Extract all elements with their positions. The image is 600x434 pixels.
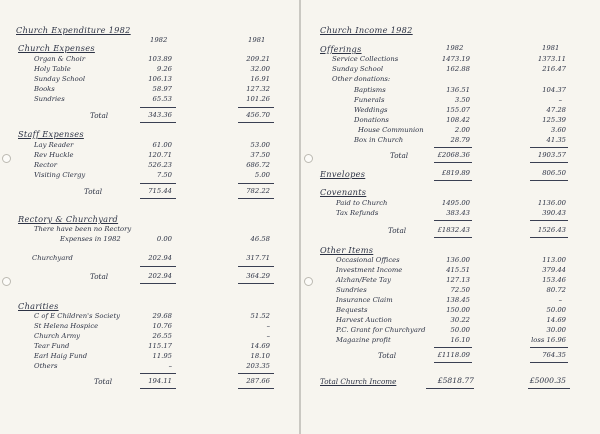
rectory-note-line-1: There have been no Rectory [34, 225, 132, 233]
envelopes-1982: £819.89 [441, 169, 470, 177]
value-1981: 53.00 [250, 141, 270, 149]
total-label: Total [388, 226, 407, 235]
value-1982: 138.45 [446, 296, 470, 304]
value-1982: 1473.19 [441, 55, 470, 63]
row-label: Occasional Offices [336, 256, 400, 264]
envelopes-label: Envelopes [320, 169, 366, 179]
value-1982: 28.79 [450, 136, 470, 144]
section-heading-charities: Charities [18, 301, 59, 311]
value-1981: 686.72 [246, 161, 270, 169]
value-1981: 16.91 [250, 75, 270, 83]
value-1982: 3.50 [454, 96, 470, 104]
section-heading-church-expenses: Church Expenses [18, 43, 95, 53]
value-1981: 390.43 [542, 209, 566, 217]
value-1981: 153.46 [542, 276, 566, 284]
value-1982: 155.07 [446, 106, 470, 114]
value-1982: 72.50 [450, 286, 470, 294]
row-label: Sunday School [332, 65, 384, 73]
value-1982: 115.17 [148, 342, 172, 350]
total-rule [530, 162, 568, 163]
row-label: Lay Reader [34, 141, 74, 149]
section-heading-staff-expenses: Staff Expenses [18, 129, 84, 139]
subtotal-rule [530, 220, 568, 221]
value-1981: 30.00 [546, 326, 566, 334]
value-1982: 526.23 [148, 161, 172, 169]
grand-total-rule [426, 388, 474, 389]
value-1982: 7.50 [156, 171, 172, 179]
total-rule [238, 122, 274, 123]
section-heading-other-items: Other Items [320, 245, 374, 255]
row-label: Earl Haig Fund [34, 352, 88, 360]
row-label: Sundries [336, 286, 367, 294]
row-label: Others [34, 362, 58, 370]
row-label: Organ & Choir [34, 55, 86, 63]
column-header-1981: 1981 [248, 36, 266, 44]
value-1982: 9.26 [156, 65, 172, 73]
subtotal-rule [238, 266, 274, 267]
total-label: Total [390, 151, 409, 160]
value-1981: 101.26 [246, 95, 270, 103]
row-label: P.C. Grant for Churchyard [336, 326, 426, 334]
value-1981: 216.47 [542, 65, 566, 73]
page-fold [299, 0, 301, 434]
value-1981: 379.44 [542, 266, 566, 274]
row-label: Funerals [354, 96, 385, 104]
subtotal-rule [140, 266, 176, 267]
value-1982: 16.10 [450, 336, 470, 344]
total-rule [140, 122, 176, 123]
row-label: House Communion [358, 126, 424, 134]
row-label: St Helena Hospice [34, 322, 99, 330]
value-1981: 14.69 [250, 342, 270, 350]
total-1982: £2068.36 [437, 151, 470, 159]
row-label: Paid to Church [336, 199, 388, 207]
punch-hole-bottom-right [304, 277, 313, 286]
total-rule [530, 180, 568, 181]
value-1982: 136.00 [446, 256, 470, 264]
value-1981: – [266, 322, 270, 330]
value-1981: 41.35 [546, 136, 566, 144]
section-heading-offerings: Offerings [320, 44, 362, 54]
row-label: Weddings [354, 106, 388, 114]
total-1981: 1903.57 [537, 151, 566, 159]
value-1982: – [168, 362, 172, 370]
value-1981: 3.60 [550, 126, 566, 134]
row-label: Insurance Claim [336, 296, 393, 304]
income-title: Church Income 1982 [320, 25, 413, 35]
subtotal-rule [434, 347, 472, 348]
value-1982: 415.51 [446, 266, 470, 274]
row-label: Sunday School [34, 75, 86, 83]
total-rule [434, 362, 472, 363]
total-label: Total [84, 187, 103, 196]
total-rule [238, 388, 274, 389]
value-1982: 0.00 [156, 235, 172, 243]
value-1981: 14.69 [546, 316, 566, 324]
value-1982: 202.94 [148, 254, 172, 262]
total-1981: 456.70 [246, 111, 270, 119]
total-rule [434, 237, 472, 238]
value-1982: 1495.00 [441, 199, 470, 207]
row-label: Rector [34, 161, 58, 169]
total-1982: 343.36 [148, 111, 172, 119]
total-1981: 764.35 [542, 351, 566, 359]
value-1982: 10.76 [152, 322, 172, 330]
value-1981: loss 16.96 [531, 336, 566, 344]
row-label: Tax Refunds [336, 209, 379, 217]
row-label: Church Army [34, 332, 80, 340]
section-heading-rectory-churchyard: Rectory & Churchyard [18, 214, 119, 224]
value-1981: 5.00 [254, 171, 270, 179]
row-label: Service Collections [332, 55, 399, 63]
donations-heading: Other donations: [332, 75, 391, 83]
total-rule [140, 198, 176, 199]
total-rule [434, 180, 472, 181]
punch-hole-top [2, 154, 11, 163]
value-1981: 1136.00 [537, 199, 566, 207]
subtotal-rule [140, 183, 176, 184]
value-1981: – [266, 332, 270, 340]
punch-hole-bottom [2, 277, 11, 286]
section-heading-covenants: Covenants [320, 187, 367, 197]
subtotal-rule [530, 147, 568, 148]
value-1982: 103.89 [148, 55, 172, 63]
row-label: Harvest Auction [336, 316, 392, 324]
total-1982: 715.44 [148, 187, 172, 195]
row-label: Bequests [336, 306, 368, 314]
total-1982: 194.11 [148, 377, 172, 385]
value-1981: 209.21 [246, 55, 270, 63]
value-1982: 26.55 [152, 332, 172, 340]
subtotal-rule [140, 373, 176, 374]
value-1982: 106.13 [148, 75, 172, 83]
subtotal-rule [434, 220, 472, 221]
value-1981: 50.00 [546, 306, 566, 314]
row-label: Tear Fund [34, 342, 70, 350]
value-1981: 37.50 [250, 151, 270, 159]
subtotal-rule [238, 183, 274, 184]
value-1982: 65.53 [152, 95, 172, 103]
row-label: C of E Children's Society [34, 312, 121, 320]
subtotal-rule [140, 107, 176, 108]
value-1982: 30.22 [450, 316, 470, 324]
value-1982: 120.71 [148, 151, 172, 159]
total-label: Total [378, 351, 397, 360]
value-1982: 383.43 [446, 209, 470, 217]
value-1981: 1373.11 [537, 55, 566, 63]
row-label: Investment Income [336, 266, 403, 274]
value-1981: 51.52 [250, 312, 270, 320]
subtotal-rule [530, 347, 568, 348]
row-label: Books [34, 85, 55, 93]
rectory-note-line-2: Expenses in 1982 [60, 235, 121, 243]
total-1981: 1526.43 [537, 226, 566, 234]
value-1981: – [558, 96, 562, 104]
subtotal-rule [434, 147, 472, 148]
row-label: Donations [354, 116, 389, 124]
value-1982: 162.88 [446, 65, 470, 73]
value-1981: 47.28 [546, 106, 566, 114]
value-1982: 11.95 [152, 352, 172, 360]
total-label: Total [94, 377, 113, 386]
value-1982: 108.42 [446, 116, 470, 124]
envelopes-1981: 806.50 [542, 169, 566, 177]
total-label: Total [90, 272, 109, 281]
expenditure-title: Church Expenditure 1982 [16, 25, 131, 35]
column-header-1982: 1982 [150, 36, 168, 44]
total-1982: £1118.09 [437, 351, 470, 359]
row-label: Sundries [34, 95, 65, 103]
value-1981: 203.35 [246, 362, 270, 370]
total-label: Total [90, 111, 109, 120]
total-1982: 202.94 [148, 272, 172, 280]
total-rule [238, 198, 274, 199]
total-rule [530, 362, 568, 363]
row-label: Baptisms [354, 86, 386, 94]
value-1981: 104.37 [542, 86, 566, 94]
row-label: Visiting Clergy [34, 171, 86, 179]
total-rule [140, 283, 176, 284]
value-1981: 18.10 [250, 352, 270, 360]
value-1982: 58.97 [152, 85, 172, 93]
grand-total-label: Total Church Income [320, 377, 397, 386]
grand-total-rule [528, 388, 570, 389]
value-1981: 317.71 [246, 254, 270, 262]
value-1981: 125.39 [542, 116, 566, 124]
column-header-1982: 1982 [446, 44, 464, 52]
row-label: Rev Huckle [34, 151, 74, 159]
total-rule [434, 162, 472, 163]
row-label: Holy Table [34, 65, 71, 73]
row-label: Churchyard [32, 254, 73, 262]
value-1981: – [558, 296, 562, 304]
total-1981: 782.22 [246, 187, 270, 195]
value-1981: 113.00 [542, 256, 566, 264]
value-1982: 150.00 [446, 306, 470, 314]
total-1982: £1832.43 [437, 226, 470, 234]
value-1981: 32.00 [250, 65, 270, 73]
value-1982: 29.68 [152, 312, 172, 320]
row-label: Alzhan/Fete Tay [336, 276, 391, 284]
value-1982: 136.51 [446, 86, 470, 94]
grand-total-1981: £5000.35 [529, 376, 566, 385]
row-label: Magazine profit [336, 336, 391, 344]
value-1981: 46.58 [250, 235, 270, 243]
total-1981: 364.29 [246, 272, 270, 280]
total-rule [238, 283, 274, 284]
value-1982: 127.13 [446, 276, 470, 284]
subtotal-rule [238, 107, 274, 108]
value-1981: 80.72 [546, 286, 566, 294]
value-1981: 127.32 [246, 85, 270, 93]
total-rule [530, 237, 568, 238]
total-1981: 287.66 [246, 377, 270, 385]
column-header-1981: 1981 [542, 44, 560, 52]
value-1982: 61.00 [152, 141, 172, 149]
value-1982: 50.00 [450, 326, 470, 334]
subtotal-rule [238, 373, 274, 374]
total-rule [140, 388, 176, 389]
punch-hole-top-right [304, 154, 313, 163]
value-1982: 2.00 [454, 126, 470, 134]
row-label: Box in Church [354, 136, 404, 144]
grand-total-1982: £5818.77 [437, 376, 474, 385]
